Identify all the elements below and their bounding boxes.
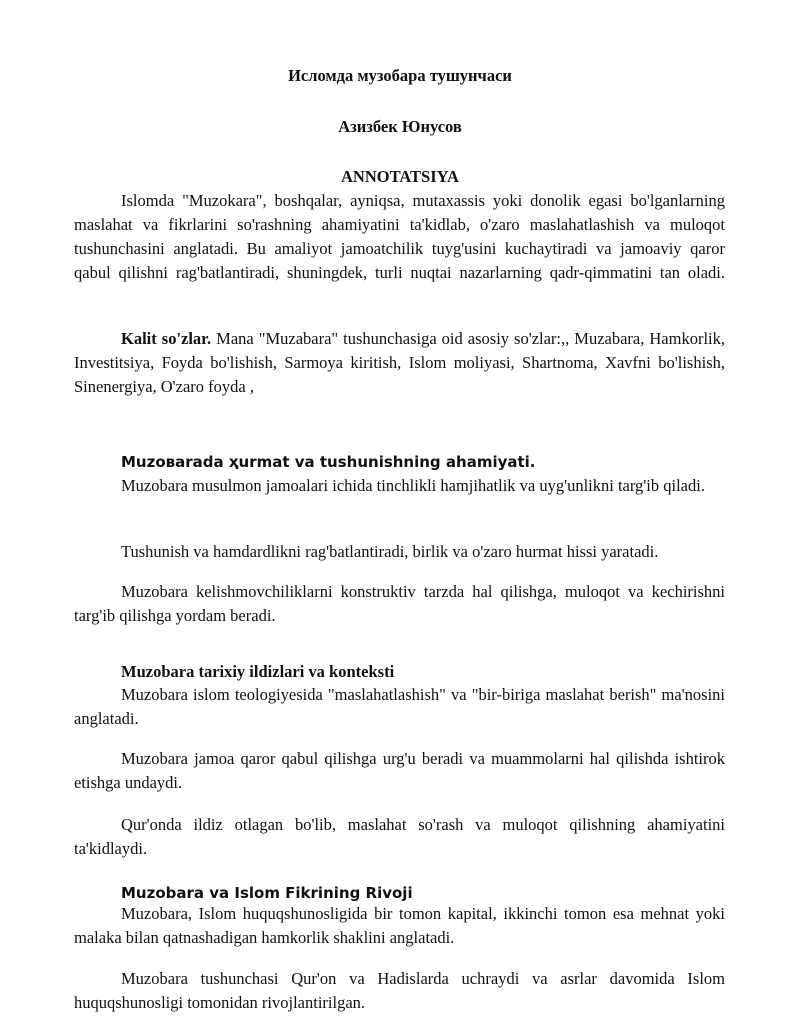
section-paragraph: Muzobara kelishmovchiliklarni konstruktiv tarzda hal qilishga, muloqot va kechirishni targ'ib qilishga yordam beradi.: [74, 582, 725, 625]
annotation-heading: ANNOTATSIYA: [341, 167, 459, 186]
section-heading: Muzoвarada ҳurmat va tushunishning ahamiyati.: [121, 453, 536, 471]
section-paragraph: Muzobara jamoa qaror qabul qilishga urg'u beradi va muammolarni hal qilishda ishtirok etishga undaydi.: [74, 749, 725, 792]
keywords-paragraph: [74, 327, 725, 399]
author-name: Азизбек Юнусов: [338, 117, 462, 136]
keywords-text: Mana "Muzabara" tushunchasiga oid asosiy so'zlar:,, Muzabara, Hamkorlik, Investitsiya, Foyda bo'lishish, Sarmoya kiritish, Islom moliyasi, Shartnoma, Xavfni bo'lishish, Sinenergiya, O'zaro foyda ,: [74, 329, 725, 396]
keywords-label: Kalit so'zlar.: [121, 329, 212, 348]
section-paragraph: Muzobara, Islom huquqshunosligida bir tomon kapital, ikkinchi tomon esa mehnat yoki malaka bilan qatnashadigan hamkorlik shaklini anglatadi.: [74, 904, 725, 947]
section-heading: Muzobara va Islom Fikrining Rivoji: [121, 884, 413, 902]
section-paragraph: Qur'onda ildiz otlagan bo'lib, maslahat so'rash va muloqot qilishning ahamiyatini ta'kidlaydi.: [74, 815, 725, 858]
section-heading: Muzobara tarixiy ildizlari va konteksti: [121, 662, 395, 681]
annotation-text: Islomda "Muzokara", boshqalar, ayniqsa, mutaxassis yoki donolik egasi bo'lganlarning maslahat va fikrlarini so'rashning ahamiyatini ta'kidlab, o'zaro maslahatlashish va muloqot tushunchasini anglatadi. Bu amaliyot jamoatchilik tuyg'usini kuchaytiradi va jamoaviy qaror qabul qilishni rag'batlantiradi, shuningdek, turli nuqtai nazarlarning qadr-qimmatini tan oladi.: [74, 191, 725, 282]
section-paragraph: Tushunish va hamdardlikni rag'batlantiradi, birlik va o'zaro hurmat hissi yaratadi.: [121, 542, 659, 561]
section-paragraph: Muzobara islom teologiyesida "maslahatlashish" va "bir-biriga maslahat berish" ma'nosini anglatadi.: [74, 685, 725, 728]
document-title: Исломда музобара тушунчаси: [288, 66, 512, 85]
section-paragraph: Muzobara tushunchasi Qur'on va Hadislarda uchraydi va asrlar davomida Islom huquqshunosligi tomonidan rivojlantirilgan.: [74, 969, 725, 1012]
section-paragraph: Muzobara musulmon jamoalari ichida tinchlikli hamjihatlik va uyg'unlikni targ'ib qiladi.: [121, 476, 705, 495]
